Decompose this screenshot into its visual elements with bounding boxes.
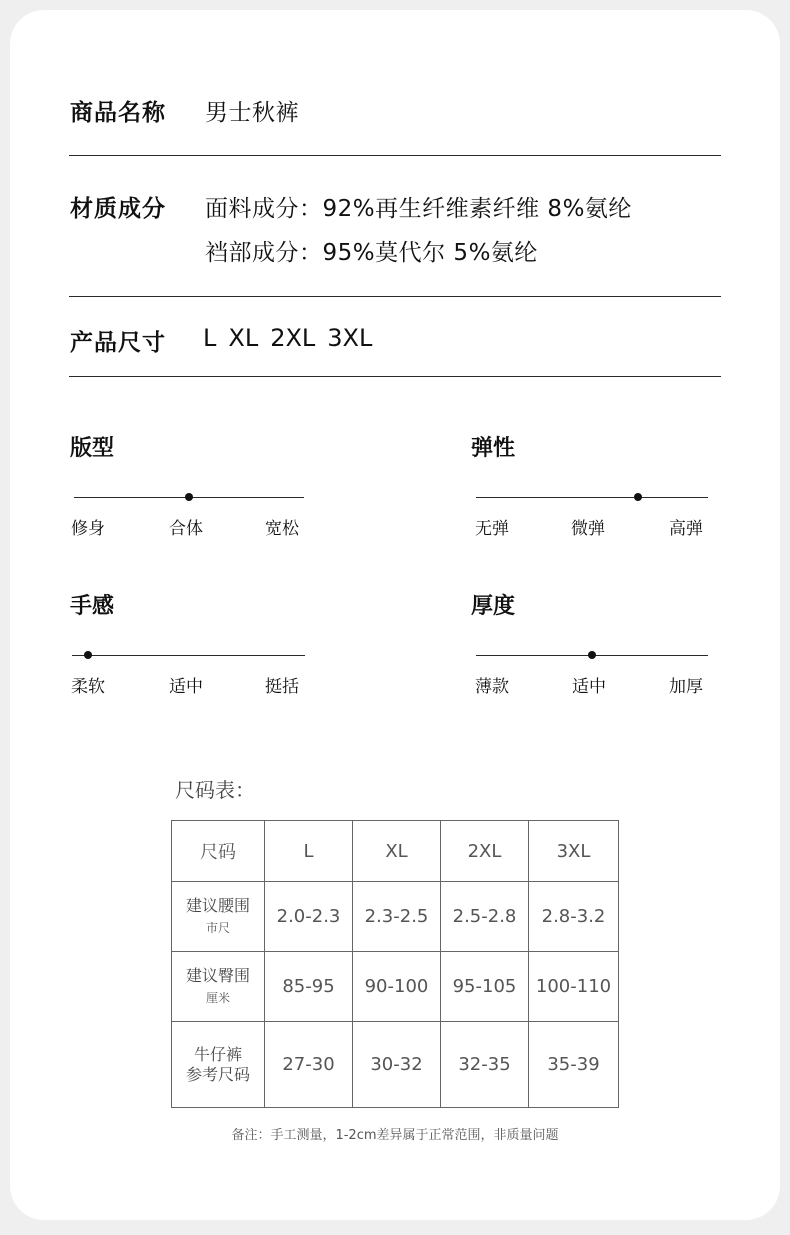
table-cell: 2.8-3.2: [529, 882, 619, 952]
thickness-scale-dot: [588, 651, 596, 659]
elasticity-title: 弹性: [471, 436, 516, 461]
thickness-label-low: 薄款: [475, 677, 509, 697]
fit-scale-dot: [185, 493, 193, 501]
table-cell: 32-35: [441, 1022, 529, 1108]
table-header-cell: 尺码: [172, 821, 265, 882]
fit-label-mid: 合体: [169, 519, 203, 539]
elasticity-scale-line: [476, 497, 708, 498]
product-name-label: 商品名称: [70, 100, 166, 126]
table-cell: 2.0-2.3: [265, 882, 353, 952]
table-header-cell: L: [265, 821, 353, 882]
thickness-label-high: 加厚: [669, 677, 703, 697]
fit-title: 版型: [70, 436, 115, 461]
row-label-cell: [172, 952, 265, 1022]
table-row: [172, 952, 619, 1022]
table-header-cell: 3XL: [529, 821, 619, 882]
table-cell: 30-32: [353, 1022, 441, 1108]
elasticity-label-mid: 微弹: [571, 519, 605, 539]
row-label: 建议腰围: [185, 895, 250, 915]
divider: [69, 155, 721, 156]
material-fabric: 面料成分：92%再生纤维素纤维 8%氨纶: [205, 196, 632, 222]
divider: [69, 376, 721, 377]
table-cell: 2.5-2.8: [441, 882, 529, 952]
feel-label-mid: 适中: [169, 677, 203, 697]
table-cell: 2.3-2.5: [353, 882, 441, 952]
row-sublabel: 市尺: [205, 920, 230, 935]
table-cell: 90-100: [353, 952, 441, 1022]
size-option: XL: [228, 324, 259, 352]
row-label-cell: [172, 882, 265, 952]
row-sublabel: 参考尺码: [185, 1064, 250, 1084]
size-option: 2XL: [270, 324, 316, 352]
fit-label-high: 宽松: [265, 519, 299, 539]
row-label: 建议臀围: [185, 965, 250, 985]
fit-label-low: 修身: [71, 519, 105, 539]
row-label: 牛仔裤: [193, 1044, 242, 1064]
divider: [69, 296, 721, 297]
product-name-value: 男士秋裤: [205, 100, 299, 126]
feel-label-low: 柔软: [71, 677, 105, 697]
size-table: [171, 820, 619, 1108]
material-label: 材质成分: [70, 196, 166, 222]
thickness-label-mid: 适中: [572, 677, 606, 697]
material-crotch: 裆部成分：95%莫代尔 5%氨纶: [205, 240, 538, 266]
thickness-title: 厚度: [471, 594, 516, 619]
measurement-note: 备注：手工测量，1-2cm差异属于正常范围，非质量问题: [231, 1128, 559, 1143]
elasticity-label-high: 高弹: [669, 519, 703, 539]
table-header-cell: 2XL: [441, 821, 529, 882]
row-label-cell: [172, 1022, 265, 1108]
feel-scale-line: [72, 655, 305, 656]
size-option: L: [203, 324, 217, 352]
table-row: [172, 1022, 619, 1108]
size-list: [203, 324, 372, 352]
table-cell: 100-110: [529, 952, 619, 1022]
elasticity-label-low: 无弹: [475, 519, 509, 539]
table-header-row: [172, 821, 619, 882]
table-cell: 27-30: [265, 1022, 353, 1108]
table-header-cell: XL: [353, 821, 441, 882]
size-label: 产品尺寸: [70, 330, 166, 356]
feel-title: 手感: [70, 594, 115, 619]
table-cell: 35-39: [529, 1022, 619, 1108]
row-sublabel: 厘米: [205, 990, 230, 1005]
table-cell: 85-95: [265, 952, 353, 1022]
table-row: [172, 882, 619, 952]
size-option: 3XL: [327, 324, 373, 352]
feel-label-high: 挺括: [265, 677, 299, 697]
size-table-title: 尺码表：: [175, 778, 255, 802]
table-cell: 95-105: [441, 952, 529, 1022]
